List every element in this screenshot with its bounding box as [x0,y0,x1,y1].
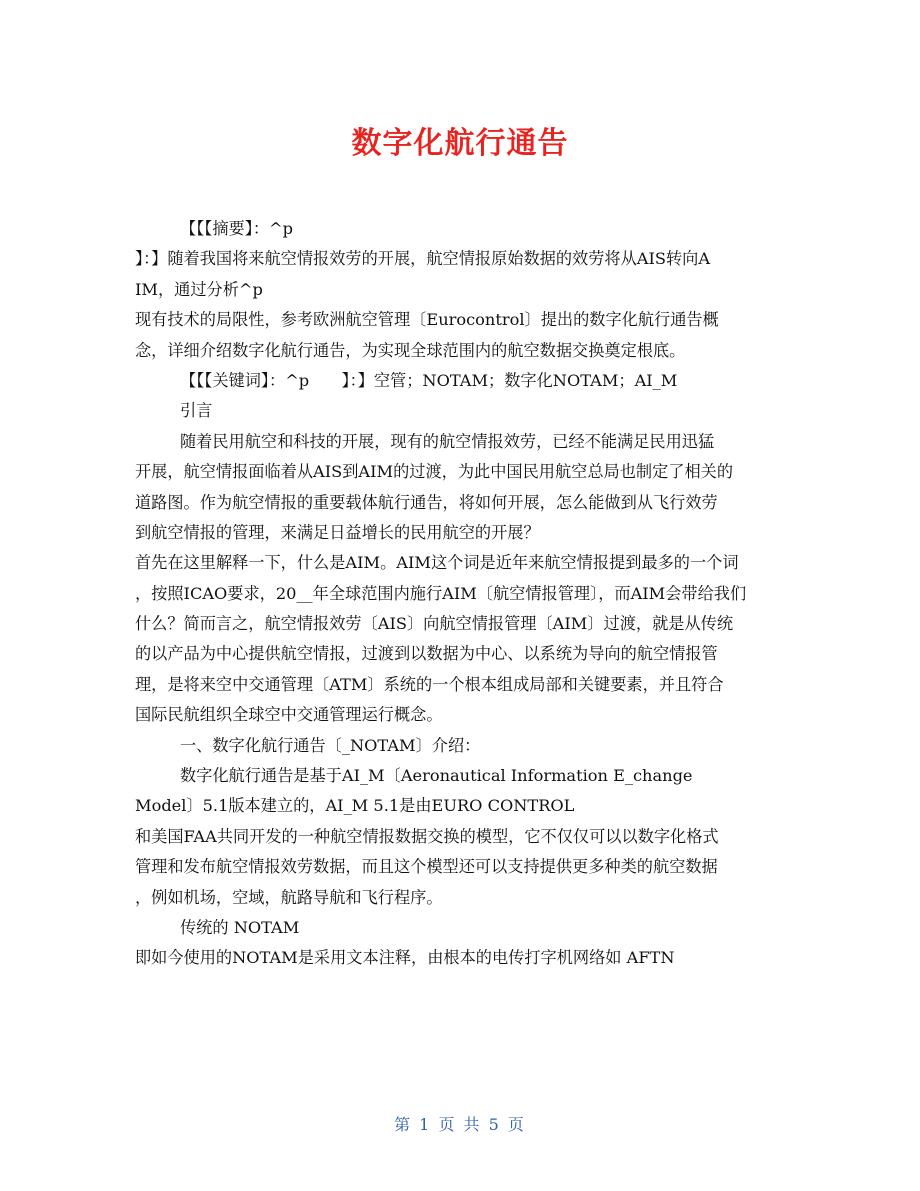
keywords-line: 【【【关键词】：^p 】：】空管；NOTAM；数字化NOTAM；AI_M [180,370,678,390]
body-line: 道路图。作为航空情报的重要载体航行通告，将如何开展，怎么能做到从飞行效劳 [135,492,718,512]
body-line: 和美国FAA共同开发的一种航空情报数据交换的模型，它不仅仅可以以数字化格式 [135,826,719,846]
body-line: 到航空情报的管理，来满足日益增长的民用航空的开展？ [135,522,540,542]
body-line: 】：】随着我国将来航空情报效劳的开展，航空情报原始数据的效劳将从AIS转向A [135,249,711,269]
document-body [135,214,795,974]
document-title: 数字化航行通告 [351,126,569,161]
body-line: 数字化航行通告是基于AI_M〔Aeronautical Information E_change [180,766,693,786]
abstract-heading: 【【【摘要】：^p [180,219,293,238]
section-heading-notam: 一、数字化航行通告〔_NOTAM〕介绍： [180,735,481,755]
body-line: ，按照ICAO要求，20__年全球范围内施行AIM〔航空情报管理〕，而AIM会带给我们 [135,583,747,603]
body-line: 即如今使用的NOTAM是采用文本注释，由根本的电传打字机网络如 AFTN [135,948,675,968]
subheading-traditional-notam: 传统的 NOTAM [180,917,300,937]
body-line: 现有技术的局限性，参考欧洲航空管理〔Eurocontrol〕提出的数字化航行通告概 [135,310,719,330]
body-line: Model〕5.1版本建立的，AI_M 5.1是由EURO CONTROL [135,796,575,816]
page-number-footer: 第 1 页 共 5 页 [394,1115,526,1134]
body-line: 国际民航组织全球空中交通管理运行概念。 [135,705,443,725]
body-line: IM，通过分析^p [135,279,263,299]
body-line: 管理和发布航空情报效劳数据，而且这个模型还可以支持提供更多种类的航空数据 [135,857,718,877]
body-line: 的以产品为中心提供航空情报，过渡到以数据为中心、以系统为导向的航空情报管 [135,644,718,664]
body-line: 念，详细介绍数字化航行通告，为实现全球范围内的航空数据交换奠定根底。 [135,340,686,360]
body-line: 什么？简而言之，航空情报效劳〔AIS〕向航空情报管理〔AIM〕过渡，就是从传统 [135,614,734,634]
body-line: 理，是将来空中交通管理〔ATM〕系统的一个根本组成局部和关键要素，并且符合 [135,674,724,694]
body-line: 首先在这里解释一下，什么是AIM。AIM这个词是近年来航空情报提到最多的一个词 [135,553,739,573]
body-line: 开展，航空情报面临着从AIS到AIM的过渡，为此中国民用航空总局也制定了相关的 [135,462,734,482]
body-line: 随着民用航空和科技的开展，现有的航空情报效劳，已经不能满足民用迅猛 [180,431,715,451]
body-line: ，例如机场，空域，航路导航和飞行程序。 [135,887,443,907]
section-heading-intro: 引言 [180,401,213,421]
